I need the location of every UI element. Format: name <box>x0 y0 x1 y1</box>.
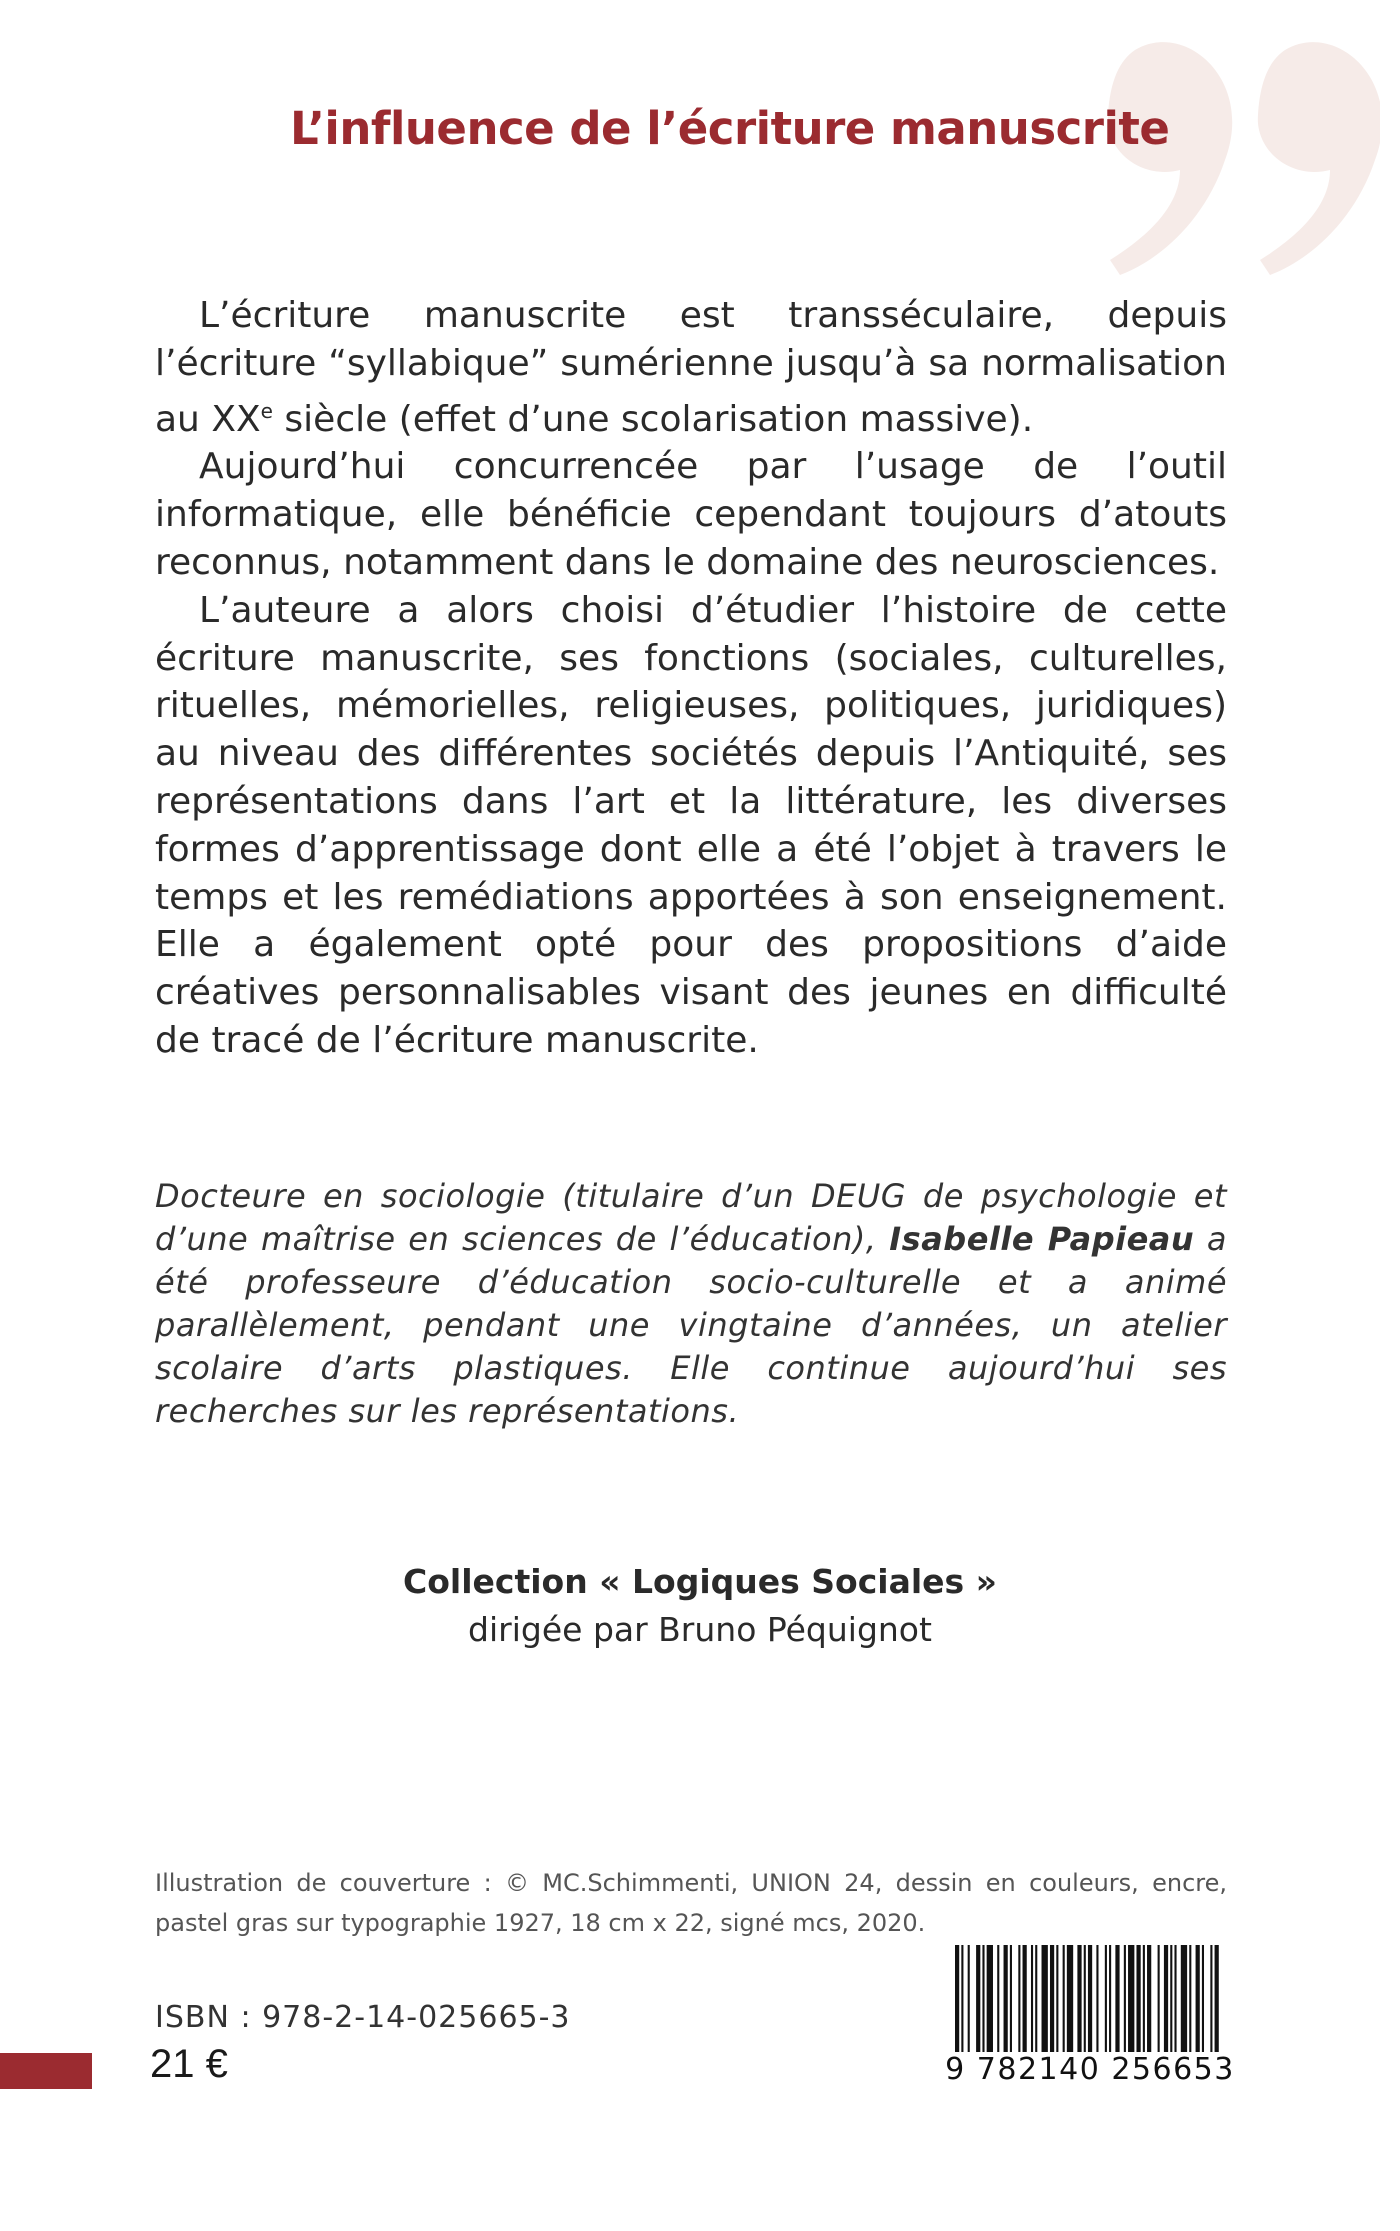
collection-director: dirigée par Bruno Péquignot <box>468 1610 932 1649</box>
book-summary <box>155 292 1227 1065</box>
summary-paragraph-1 <box>155 292 1227 443</box>
bio-text: a été professeure d’éducation socio-culturelle et a animé parallèlement, pendant une vingtaine d’années, un atelier scolaire d’arts plastiques. Elle continue aujourd’hui ses recherches sur les représentations. <box>155 1220 1228 1430</box>
barcode-number: 9 782140 256653 <box>945 2052 1235 2087</box>
collection-info <box>0 1558 1400 1654</box>
bio-text: Docteure en sociologie (titulaire d’un DEUG de psychologie et d’une maîtrise en sciences de l’éducation), <box>155 1177 1227 1258</box>
century-superscript: e <box>260 398 273 423</box>
author-name: Isabelle Papieau <box>889 1220 1195 1258</box>
collection-name: Collection « Logiques Sociales » <box>403 1562 997 1601</box>
cover-illustration-credit: Illustration de couverture : © MC.Schimmenti, UNION 24, dessin en couleurs, encre, pastel gras sur typographie 1927, 18 cm x 22, signé mcs, 2020. <box>155 1869 1227 1937</box>
summary-paragraph-3: L’auteure a alors choisi d’étudier l’histoire de cette écriture manuscrite, ses fonctions (sociales, culturelles, rituelles, mémorielles, religieuses, politiques, juridiques) au niveau des différentes sociétés depuis l’Antiquité, ses représentations dans l’art et la littérature, les diverses formes d’apprentissage dont elle a été l’objet à travers le temps et les remédiations apportées à son enseignement. Elle a également opté pour des propositions d’aide créatives personnalisables visant des jeunes en difficulté de tracé de l’écriture manuscrite. <box>155 589 1227 1061</box>
isbn: ISBN : 978-2-14-025665-3 <box>155 2000 571 2035</box>
summary-paragraph-2: Aujourd’hui concurrencée par l’usage de l’outil informatique, elle bénéficie cependant toujours d’atouts reconnus, notamment dans le domaine des neurosciences. <box>155 446 1227 583</box>
price-accent-bar <box>0 2053 92 2089</box>
summary-text: L’écriture manuscrite est transséculaire, depuis l’écriture “syllabique” sumérienne jusqu’à sa normalisation au XX <box>155 295 1227 440</box>
price: 21 € <box>150 2042 228 2086</box>
summary-text: siècle (effet d’une scolarisation massive). <box>272 398 1034 440</box>
author-bio <box>155 1175 1227 1433</box>
book-title: L’influence de l’écriture manuscrite <box>290 102 1170 155</box>
